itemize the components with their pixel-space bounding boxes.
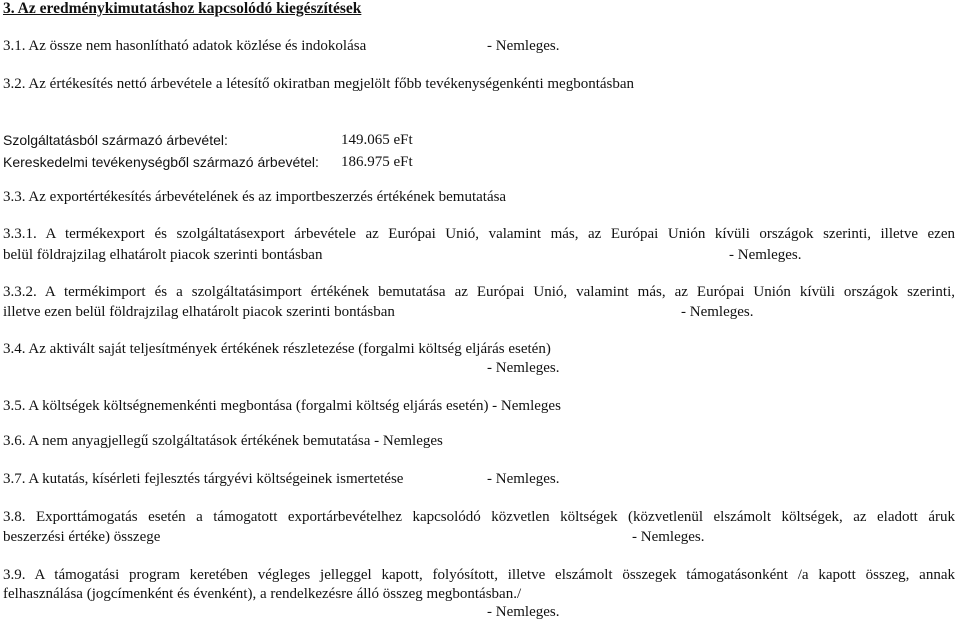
section-3-8-status: - Nemleges. [632, 529, 705, 545]
section-3-3-2-line1: 3.3.2. A termékimport és a szolgáltatásimport értékének bemutatása az Európai Unió, valamint más, az Európai Unión kívüli országok szerinti, [3, 284, 955, 300]
section-3-1-status: - Nemleges. [487, 38, 560, 54]
trade-revenue-label: Kereskedelmi tevékenységből származó árbevétel: [3, 154, 319, 170]
section-3-3-text: 3.3. Az exportértékesítés árbevételének és az importbeszerzés értékének bemutatása [3, 189, 507, 205]
section-3-9-line1: 3.9. A támogatási program keretében végleges jelleggel kapott, folyósított, illetve elszámolt összegek támogatásonként /a kapott összeg, annak [3, 567, 955, 583]
section-3-1-text: 3.1. Az össze nem hasonlítható adatok közlése és indokolása [3, 38, 367, 54]
section-3-3-1-line1: 3.3.1. A termékexport és szolgáltatásexport árbevétele az Európai Unió, valamint más, az Európai Unión kívüli országok szerinti, illetve ezen [3, 226, 955, 242]
section-3-5-text: 3.5. A költségek költségnemenkénti megbontása (forgalmi költség eljárás esetén) - Nemleges [3, 398, 561, 414]
section-3-2-text: 3.2. Az értékesítés nettó árbevétele a létesítő okiratban megjelölt főbb tevékenységenkénti megbontásban [3, 76, 635, 92]
section-heading: 3. Az eredménykimutatáshoz kapcsolódó kiegészítések [3, 0, 362, 17]
trade-revenue-value: 186.975 eFt [341, 154, 413, 170]
section-3-9-status: - Nemleges. [487, 604, 560, 620]
section-3-7-status: - Nemleges. [487, 471, 560, 487]
section-3-3-2-line2: illetve ezen belül földrajzilag elhatárolt piacok szerinti bontásban [3, 304, 395, 320]
section-3-4-text: 3.4. Az aktivált saját teljesítmények értékének részletezése (forgalmi költség eljárás esetén) [3, 341, 551, 357]
services-revenue-label: Szolgáltatásból származó árbevétel: [3, 132, 228, 148]
section-3-8-line1: 3.8. Exporttámogatás esetén a támogatott exportárbevételhez kapcsolódó közvetlen költségek (közvetlenül elszámolt költségek, az eladott áruk [3, 509, 955, 525]
section-3-6-text: 3.6. A nem anyagjellegű szolgáltatások értékének bemutatása - Nemleges [3, 433, 443, 449]
section-3-3-1-status: - Nemleges. [729, 247, 802, 263]
services-revenue-value: 149.065 eFt [341, 132, 413, 148]
section-3-7-text: 3.7. A kutatás, kísérleti fejlesztés tárgyévi költségeinek ismertetése [3, 471, 404, 487]
section-3-3-2-status: - Nemleges. [681, 304, 754, 320]
section-3-8-line2: beszerzési értéke) összege [3, 529, 161, 545]
section-3-4-status: - Nemleges. [487, 360, 560, 376]
section-3-9-line2: felhasználása (jogcímenként és évenként), a rendelkezésre álló összeg megbontásban./ [3, 586, 522, 602]
section-3-3-1-line2: belül földrajzilag elhatárolt piacok szerinti bontásban [3, 247, 323, 263]
